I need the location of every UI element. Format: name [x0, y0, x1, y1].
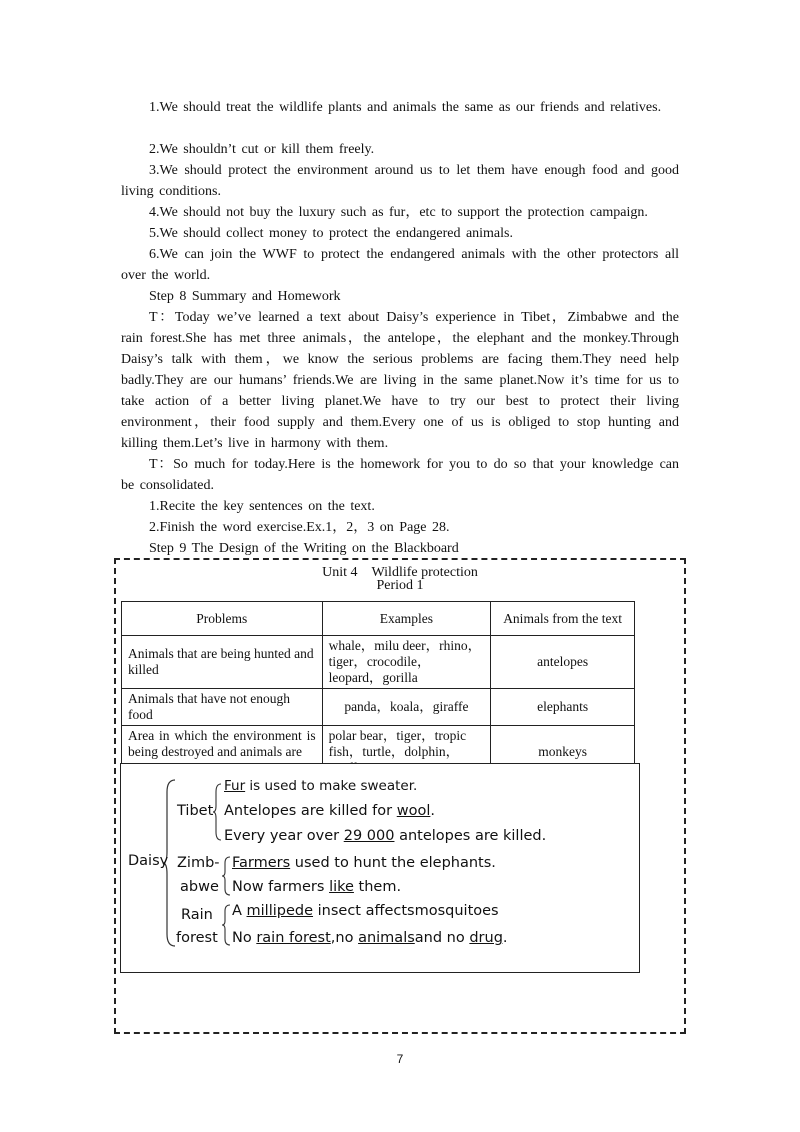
header-examples: Examples — [322, 602, 491, 636]
paragraph-2: 2.We shouldn’t cut or kill them freely. — [149, 142, 375, 157]
table-row — [122, 689, 635, 726]
board-period: Period 1 — [376, 578, 424, 593]
paragraph-3: 3.We should protect the environment around us to let them have enough food and good living conditions. — [121, 163, 679, 199]
table-cell: whale，milu deer，rhino，tiger，crocodile，leopard，gorilla — [322, 636, 491, 689]
table-cell: Animals that are being hunted and killed — [122, 636, 323, 689]
tibet-line-3: Every year over 29 000 antelopes are killed. — [224, 828, 547, 844]
homework-item-2: 2.Finish the word exercise.Ex.1，2，3 on Page 28. — [149, 520, 450, 535]
paragraph-6: 6.We can join the WWF to protect the endangered animals with the other protectors all over the world. — [121, 247, 679, 283]
table-cell: elephants — [491, 689, 635, 726]
rain-line-2: No rain forest,no animalsand no drug. — [232, 930, 508, 946]
zimb-brace-icon — [222, 855, 232, 897]
homework-paragraph: T：So much for today.Here is the homework for you to do so that your knowledge can be consolidated. — [121, 457, 679, 493]
board-title: Unit 4 Wildlife protection — [322, 565, 478, 580]
tibet-line-2: Antelopes are killed for wool. — [224, 803, 435, 819]
paragraph-5: 5.We should collect money to protect the endangered animals. — [149, 226, 513, 241]
table-cell: polar bear，tiger，tropic fish，turtle，dolphin， — [322, 726, 491, 779]
paragraph-1: 1.We should treat the wildlife plants and animals the same as our friends and relatives. — [149, 100, 662, 115]
table-cell: panda，koala，giraffe — [322, 689, 491, 726]
tibet-brace-icon — [213, 782, 223, 842]
header-animals: Animals from the text — [491, 602, 635, 636]
table-cell: Area in which the environment is being destroyed and animals are — [122, 726, 323, 779]
zimb-label-1: Zimb- — [177, 855, 220, 871]
homework-item-1: 1.Recite the key sentences on the text. — [149, 499, 375, 514]
tibet-label: Tibet — [177, 803, 214, 819]
page-number: 7 — [396, 1052, 404, 1066]
rain-label-2: forest — [176, 930, 218, 946]
table-cell: monkeys — [491, 726, 635, 779]
daisy-label: Daisy — [128, 853, 169, 869]
rain-label-1: Rain — [181, 907, 213, 923]
rain-line-1: A millipede insect affectsmosquitoes — [232, 903, 499, 919]
problems-table — [121, 601, 635, 779]
table-cell: Animals that have not enough food — [122, 689, 323, 726]
zimb-line-2: Now farmers like them. — [232, 879, 402, 895]
summary-paragraph: T：Today we’ve learned a text about Daisy’s experience in Tibet，Zimbabwe and the rain forest.She has met three animals，the antelope，the elephant and the monkey.Through Daisy’s talk with them，we know the serious problems are facing them.They need help badly.They are our humans’ friends.We are living in the same planet.Now it’s time for us to take action of a better living planet.We have to try our best to protect their living environment，their food supply and them.Every one of us is obliged to stop hunting and killing them.Let’s live in harmony with them. — [121, 310, 679, 451]
table-row — [122, 636, 635, 689]
tibet-line-1: Fur is used to make sweater. — [224, 778, 418, 794]
zimb-label-2: abwe — [180, 879, 219, 895]
header-problems: Problems — [122, 602, 323, 636]
zimb-line-1: Farmers used to hunt the elephants. — [232, 855, 496, 871]
rain-brace-icon — [222, 903, 232, 947]
table-header-row — [122, 602, 635, 636]
paragraph-4: 4.We should not buy the luxury such as fur，etc to support the protection campaign. — [149, 205, 648, 220]
step-9-heading: Step 9 The Design of the Writing on the Blackboard — [149, 541, 459, 556]
table-cell: antelopes — [491, 636, 635, 689]
step-8-heading: Step 8 Summary and Homework — [149, 289, 341, 304]
